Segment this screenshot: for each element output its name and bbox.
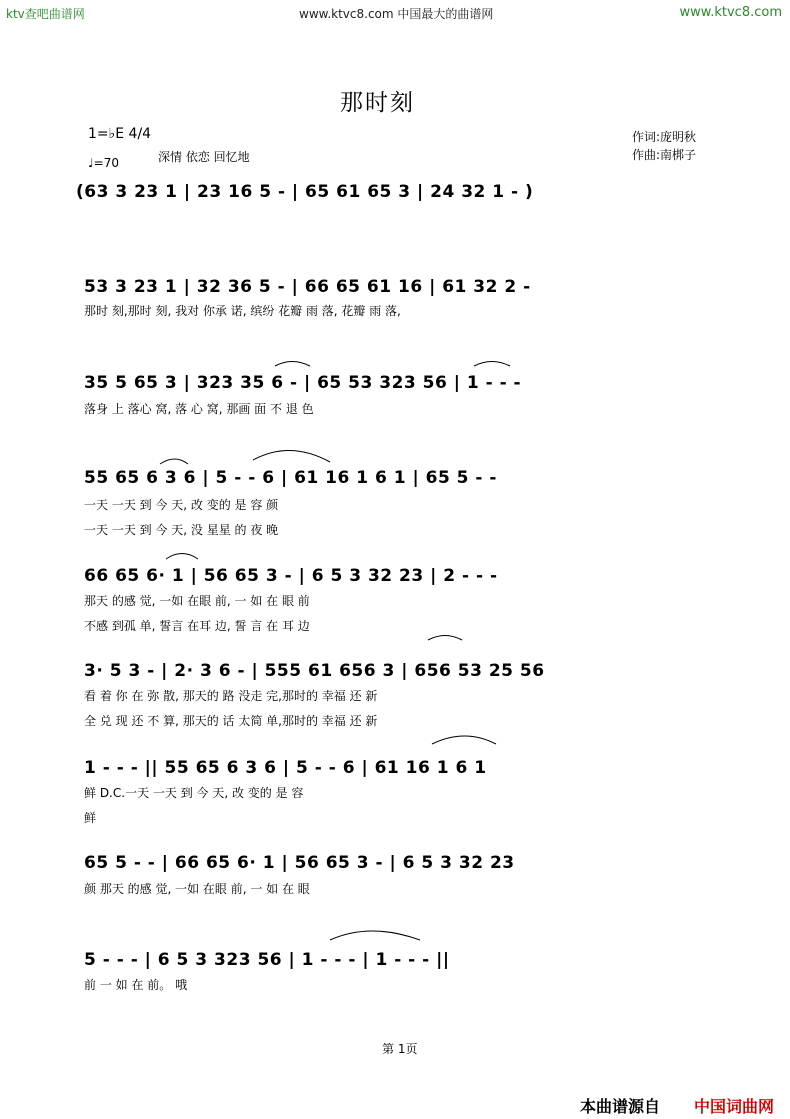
lyrics-system-4-verse-2: 一天 一天 到 今 天, 没 星星 的 夜 晚 (84, 523, 279, 537)
lyrics-system-5-verse-1: 那天 的感 觉, 一如 在眼 前, 一 如 在 眼 前 (84, 594, 310, 608)
score-system-9: 5 - - - | 6 5 3 323 56 | 1 - - - | 1 - - - || (84, 950, 450, 970)
score-system-7: 1 - - - || 55 65 6 3 6 | 5 - - 6 | 61 16 1 6 1 (84, 758, 487, 778)
lyrics-system-9: 前 一 如 在 前。 哦 (84, 978, 188, 992)
score-system-2: 53 3 23 1 | 32 36 5 - | 66 65 61 16 | 61 32 2 - (84, 277, 531, 297)
lyricist-credit: 作词:庞明秋 (632, 130, 697, 144)
source-site-link[interactable]: 中国词曲网 (694, 1097, 775, 1116)
site-banner[interactable]: www.ktvc8.com 中国最大的曲谱网 (299, 7, 494, 21)
lyrics-system-8: 颜 那天 的感 觉, 一如 在眼 前, 一 如 在 眼 (84, 882, 310, 896)
site-logo-left[interactable]: ktv查吧曲谱网 (6, 7, 85, 21)
source-label: 本曲谱源自 (580, 1097, 661, 1116)
score-system-6: 3· 5 3 - | 2· 3 6 - | 555 61 656 3 | 656 53 25 56 (84, 661, 545, 681)
score-system-4: 55 65 6 3 6 | 5 - - 6 | 61 16 1 6 1 | 65 5 - - (84, 468, 497, 488)
composer-credit: 作曲:南梆子 (632, 148, 697, 162)
lyrics-system-2: 那时 刻,那时 刻, 我对 你承 诺, 缤纷 花瓣 雨 落, 花瓣 雨 落, (84, 304, 401, 318)
lyrics-system-6-verse-1: 看 着 你 在 弥 散, 那天的 路 没走 完,那时的 幸福 还 新 (84, 689, 378, 703)
score-system-8: 65 5 - - | 66 65 6· 1 | 56 65 3 - | 6 5 3 32 23 (84, 853, 515, 873)
expression-marking: 深情 依恋 回忆地 (158, 150, 250, 164)
lyrics-system-7-verse-2: 鲜 (84, 811, 97, 825)
score-system-1: (63 3 23 1 | 23 16 5 - | 65 61 65 3 | 24 32 1 - ) (76, 182, 534, 202)
lyrics-system-6-verse-2: 全 兑 现 还 不 算, 那天的 话 太简 单,那时的 幸福 还 新 (84, 714, 378, 728)
song-title: 那时刻 (340, 90, 415, 116)
tempo-marking: ♩=70 (88, 156, 119, 170)
score-system-5: 66 65 6· 1 | 56 65 3 - | 6 5 3 32 23 | 2 - - - (84, 566, 498, 586)
lyrics-system-3: 落身 上 落心 窝, 落 心 窝, 那画 面 不 退 色 (84, 402, 314, 416)
site-url-right[interactable]: www.ktvc8.com (679, 5, 782, 20)
page-number: 第 1页 (382, 1042, 418, 1056)
lyrics-system-4-verse-1: 一天 一天 到 今 天, 改 变的 是 容 颜 (84, 498, 279, 512)
lyrics-system-7-verse-1: 鲜 D.C.一天 一天 到 今 天, 改 变的 是 容 (84, 786, 304, 800)
score-system-3: 35 5 65 3 | 323 35 6 - | 65 53 323 56 | 1 - - - (84, 373, 522, 393)
lyrics-system-5-verse-2: 不感 到孤 单, 誓言 在耳 边, 誓 言 在 耳 边 (84, 619, 310, 633)
key-signature: 1=♭E 4/4 (88, 126, 152, 142)
